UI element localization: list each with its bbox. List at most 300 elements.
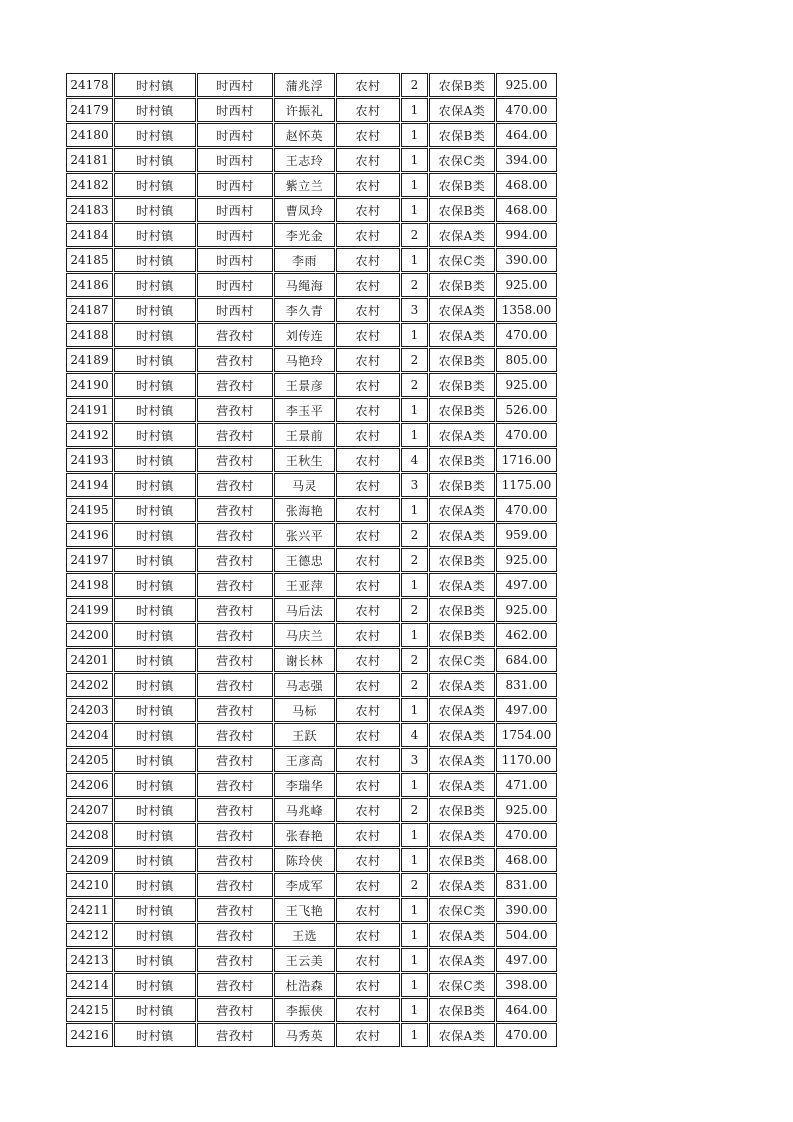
- cell-amount: 1716.00: [496, 448, 557, 472]
- table-row: [66, 473, 557, 497]
- cell-insurance-category: 农保A类: [429, 873, 495, 897]
- cell-amount: 684.00: [496, 648, 557, 672]
- cell-amount: 497.00: [496, 698, 557, 722]
- cell-person-count: 2: [401, 548, 428, 572]
- cell-person-name: 张春艳: [274, 823, 335, 847]
- cell-residence-type: 农村: [336, 98, 400, 122]
- cell-amount: 504.00: [496, 923, 557, 947]
- cell-village-name: 时西村: [197, 198, 273, 222]
- cell-person-count: 1: [401, 898, 428, 922]
- cell-person-count: 3: [401, 748, 428, 772]
- cell-person-count: 1: [401, 198, 428, 222]
- cell-amount: 471.00: [496, 773, 557, 797]
- cell-residence-type: 农村: [336, 523, 400, 547]
- cell-residence-type: 农村: [336, 423, 400, 447]
- cell-insurance-category: 农保A类: [429, 1023, 495, 1047]
- cell-amount: 470.00: [496, 323, 557, 347]
- cell-town-name: 时村镇: [114, 973, 196, 997]
- cell-town-name: 时村镇: [114, 898, 196, 922]
- cell-residence-type: 农村: [336, 73, 400, 97]
- table-row: [66, 398, 557, 422]
- cell-person-count: 1: [401, 623, 428, 647]
- cell-village-name: 时西村: [197, 298, 273, 322]
- cell-insurance-category: 农保B类: [429, 798, 495, 822]
- cell-village-name: 营孜村: [197, 573, 273, 597]
- table-row: [66, 148, 557, 172]
- cell-village-name: 营孜村: [197, 373, 273, 397]
- table-row: [66, 323, 557, 347]
- cell-person-name: 马后法: [274, 598, 335, 622]
- cell-town-name: 时村镇: [114, 148, 196, 172]
- cell-village-name: 营孜村: [197, 348, 273, 372]
- cell-village-name: 营孜村: [197, 748, 273, 772]
- cell-person-name: 马标: [274, 698, 335, 722]
- cell-serial-number: 24207: [66, 798, 113, 822]
- cell-person-count: 1: [401, 98, 428, 122]
- table-row: [66, 223, 557, 247]
- cell-insurance-category: 农保B类: [429, 448, 495, 472]
- cell-serial-number: 24196: [66, 523, 113, 547]
- cell-village-name: 时西村: [197, 73, 273, 97]
- cell-person-name: 王选: [274, 923, 335, 947]
- cell-amount: 994.00: [496, 223, 557, 247]
- cell-village-name: 时西村: [197, 98, 273, 122]
- cell-village-name: 营孜村: [197, 823, 273, 847]
- cell-serial-number: 24179: [66, 98, 113, 122]
- cell-village-name: 营孜村: [197, 398, 273, 422]
- cell-person-name: 马绳海: [274, 273, 335, 297]
- cell-person-count: 2: [401, 373, 428, 397]
- cell-village-name: 营孜村: [197, 548, 273, 572]
- cell-residence-type: 农村: [336, 723, 400, 747]
- cell-person-count: 2: [401, 273, 428, 297]
- cell-insurance-category: 农保A类: [429, 698, 495, 722]
- cell-amount: 468.00: [496, 198, 557, 222]
- cell-insurance-category: 农保A类: [429, 923, 495, 947]
- cell-town-name: 时村镇: [114, 923, 196, 947]
- cell-person-count: 2: [401, 73, 428, 97]
- cell-amount: 470.00: [496, 498, 557, 522]
- cell-serial-number: 24183: [66, 198, 113, 222]
- cell-village-name: 营孜村: [197, 623, 273, 647]
- insurance-records-table: [65, 72, 558, 1048]
- cell-amount: 464.00: [496, 123, 557, 147]
- cell-residence-type: 农村: [336, 1023, 400, 1047]
- cell-residence-type: 农村: [336, 448, 400, 472]
- cell-village-name: 营孜村: [197, 323, 273, 347]
- cell-village-name: 营孜村: [197, 598, 273, 622]
- cell-town-name: 时村镇: [114, 573, 196, 597]
- cell-serial-number: 24178: [66, 73, 113, 97]
- cell-village-name: 营孜村: [197, 998, 273, 1022]
- cell-insurance-category: 农保A类: [429, 673, 495, 697]
- cell-residence-type: 农村: [336, 473, 400, 497]
- cell-insurance-category: 农保B类: [429, 173, 495, 197]
- cell-serial-number: 24204: [66, 723, 113, 747]
- cell-person-count: 1: [401, 423, 428, 447]
- cell-serial-number: 24200: [66, 623, 113, 647]
- table-row: [66, 548, 557, 572]
- cell-town-name: 时村镇: [114, 823, 196, 847]
- cell-person-count: 2: [401, 673, 428, 697]
- cell-insurance-category: 农保B类: [429, 548, 495, 572]
- cell-residence-type: 农村: [336, 948, 400, 972]
- cell-person-name: 马志强: [274, 673, 335, 697]
- cell-serial-number: 24186: [66, 273, 113, 297]
- cell-town-name: 时村镇: [114, 123, 196, 147]
- table-body: [66, 73, 557, 1047]
- cell-insurance-category: 农保B类: [429, 848, 495, 872]
- table-row: [66, 648, 557, 672]
- cell-village-name: 营孜村: [197, 773, 273, 797]
- cell-amount: 464.00: [496, 998, 557, 1022]
- cell-town-name: 时村镇: [114, 173, 196, 197]
- table-row: [66, 948, 557, 972]
- cell-amount: 470.00: [496, 98, 557, 122]
- table-row: [66, 598, 557, 622]
- cell-insurance-category: 农保A类: [429, 823, 495, 847]
- cell-residence-type: 农村: [336, 323, 400, 347]
- cell-person-name: 王亚萍: [274, 573, 335, 597]
- cell-insurance-category: 农保C类: [429, 973, 495, 997]
- cell-insurance-category: 农保B类: [429, 348, 495, 372]
- cell-town-name: 时村镇: [114, 448, 196, 472]
- cell-serial-number: 24193: [66, 448, 113, 472]
- cell-person-name: 马秀英: [274, 1023, 335, 1047]
- cell-person-name: 蒲兆浮: [274, 73, 335, 97]
- cell-person-name: 李成军: [274, 873, 335, 897]
- cell-insurance-category: 农保A类: [429, 523, 495, 547]
- cell-insurance-category: 农保B类: [429, 73, 495, 97]
- cell-insurance-category: 农保B类: [429, 598, 495, 622]
- cell-person-name: 王德忠: [274, 548, 335, 572]
- table-row: [66, 748, 557, 772]
- cell-residence-type: 农村: [336, 898, 400, 922]
- table-row: [66, 573, 557, 597]
- table-row: [66, 898, 557, 922]
- cell-serial-number: 24197: [66, 548, 113, 572]
- cell-village-name: 营孜村: [197, 873, 273, 897]
- cell-town-name: 时村镇: [114, 223, 196, 247]
- cell-amount: 831.00: [496, 673, 557, 697]
- table-row: [66, 73, 557, 97]
- cell-residence-type: 农村: [336, 398, 400, 422]
- cell-amount: 1754.00: [496, 723, 557, 747]
- cell-town-name: 时村镇: [114, 723, 196, 747]
- cell-person-count: 2: [401, 873, 428, 897]
- cell-town-name: 时村镇: [114, 348, 196, 372]
- cell-person-name: 马庆兰: [274, 623, 335, 647]
- table-row: [66, 523, 557, 547]
- cell-serial-number: 24195: [66, 498, 113, 522]
- cell-town-name: 时村镇: [114, 598, 196, 622]
- cell-person-count: 1: [401, 773, 428, 797]
- cell-person-count: 2: [401, 348, 428, 372]
- cell-person-count: 2: [401, 523, 428, 547]
- cell-person-name: 张兴平: [274, 523, 335, 547]
- cell-person-name: 马艳玲: [274, 348, 335, 372]
- cell-person-count: 1: [401, 923, 428, 947]
- cell-residence-type: 农村: [336, 873, 400, 897]
- cell-serial-number: 24180: [66, 123, 113, 147]
- cell-village-name: 营孜村: [197, 973, 273, 997]
- cell-village-name: 营孜村: [197, 923, 273, 947]
- cell-residence-type: 农村: [336, 173, 400, 197]
- cell-serial-number: 24213: [66, 948, 113, 972]
- cell-serial-number: 24192: [66, 423, 113, 447]
- cell-village-name: 营孜村: [197, 798, 273, 822]
- cell-person-count: 4: [401, 723, 428, 747]
- cell-amount: 959.00: [496, 523, 557, 547]
- cell-amount: 831.00: [496, 873, 557, 897]
- cell-person-name: 李久青: [274, 298, 335, 322]
- cell-residence-type: 农村: [336, 598, 400, 622]
- cell-amount: 1358.00: [496, 298, 557, 322]
- cell-insurance-category: 农保B类: [429, 123, 495, 147]
- cell-person-name: 王景前: [274, 423, 335, 447]
- cell-serial-number: 24216: [66, 1023, 113, 1047]
- cell-amount: 1175.00: [496, 473, 557, 497]
- cell-residence-type: 农村: [336, 998, 400, 1022]
- cell-residence-type: 农村: [336, 973, 400, 997]
- cell-village-name: 时西村: [197, 173, 273, 197]
- cell-person-name: 许振礼: [274, 98, 335, 122]
- cell-town-name: 时村镇: [114, 798, 196, 822]
- cell-residence-type: 农村: [336, 673, 400, 697]
- cell-serial-number: 24202: [66, 673, 113, 697]
- cell-town-name: 时村镇: [114, 248, 196, 272]
- cell-insurance-category: 农保B类: [429, 373, 495, 397]
- cell-insurance-category: 农保B类: [429, 623, 495, 647]
- cell-person-count: 1: [401, 973, 428, 997]
- cell-amount: 470.00: [496, 1023, 557, 1047]
- cell-amount: 470.00: [496, 423, 557, 447]
- cell-amount: 925.00: [496, 798, 557, 822]
- table-row: [66, 248, 557, 272]
- cell-village-name: 营孜村: [197, 1023, 273, 1047]
- cell-serial-number: 24206: [66, 773, 113, 797]
- cell-town-name: 时村镇: [114, 1023, 196, 1047]
- cell-town-name: 时村镇: [114, 523, 196, 547]
- cell-insurance-category: 农保A类: [429, 723, 495, 747]
- cell-residence-type: 农村: [336, 823, 400, 847]
- cell-person-count: 1: [401, 323, 428, 347]
- cell-village-name: 营孜村: [197, 948, 273, 972]
- cell-amount: 394.00: [496, 148, 557, 172]
- table-row: [66, 698, 557, 722]
- cell-residence-type: 农村: [336, 573, 400, 597]
- cell-person-name: 张海艳: [274, 498, 335, 522]
- table-row: [66, 623, 557, 647]
- cell-amount: 462.00: [496, 623, 557, 647]
- cell-town-name: 时村镇: [114, 873, 196, 897]
- cell-person-count: 1: [401, 123, 428, 147]
- cell-village-name: 营孜村: [197, 448, 273, 472]
- cell-town-name: 时村镇: [114, 948, 196, 972]
- cell-town-name: 时村镇: [114, 998, 196, 1022]
- cell-village-name: 时西村: [197, 148, 273, 172]
- cell-person-count: 1: [401, 173, 428, 197]
- table-row: [66, 1023, 557, 1047]
- cell-insurance-category: 农保A类: [429, 323, 495, 347]
- cell-residence-type: 农村: [336, 623, 400, 647]
- table-row: [66, 198, 557, 222]
- cell-person-name: 曹凤玲: [274, 198, 335, 222]
- cell-insurance-category: 农保A类: [429, 748, 495, 772]
- cell-insurance-category: 农保B类: [429, 198, 495, 222]
- cell-insurance-category: 农保A类: [429, 423, 495, 447]
- cell-insurance-category: 农保B类: [429, 998, 495, 1022]
- cell-residence-type: 农村: [336, 223, 400, 247]
- cell-town-name: 时村镇: [114, 373, 196, 397]
- cell-village-name: 营孜村: [197, 673, 273, 697]
- cell-person-count: 1: [401, 148, 428, 172]
- cell-residence-type: 农村: [336, 848, 400, 872]
- cell-amount: 526.00: [496, 398, 557, 422]
- cell-town-name: 时村镇: [114, 473, 196, 497]
- cell-insurance-category: 农保A类: [429, 498, 495, 522]
- cell-person-name: 刘传连: [274, 323, 335, 347]
- cell-town-name: 时村镇: [114, 198, 196, 222]
- table-row: [66, 173, 557, 197]
- cell-person-name: 马灵: [274, 473, 335, 497]
- cell-residence-type: 农村: [336, 148, 400, 172]
- cell-village-name: 营孜村: [197, 698, 273, 722]
- cell-person-name: 王彦高: [274, 748, 335, 772]
- cell-village-name: 营孜村: [197, 523, 273, 547]
- cell-residence-type: 农村: [336, 373, 400, 397]
- cell-person-count: 1: [401, 823, 428, 847]
- table-row: [66, 448, 557, 472]
- table-row: [66, 923, 557, 947]
- cell-amount: 468.00: [496, 848, 557, 872]
- cell-town-name: 时村镇: [114, 748, 196, 772]
- cell-residence-type: 农村: [336, 298, 400, 322]
- cell-serial-number: 24211: [66, 898, 113, 922]
- table-row: [66, 273, 557, 297]
- cell-village-name: 营孜村: [197, 648, 273, 672]
- cell-person-name: 王飞艳: [274, 898, 335, 922]
- cell-serial-number: 24214: [66, 973, 113, 997]
- cell-amount: 390.00: [496, 248, 557, 272]
- cell-person-name: 王景彦: [274, 373, 335, 397]
- cell-insurance-category: 农保C类: [429, 648, 495, 672]
- cell-residence-type: 农村: [336, 273, 400, 297]
- cell-town-name: 时村镇: [114, 323, 196, 347]
- cell-serial-number: 24182: [66, 173, 113, 197]
- cell-serial-number: 24188: [66, 323, 113, 347]
- cell-person-count: 3: [401, 473, 428, 497]
- cell-amount: 805.00: [496, 348, 557, 372]
- cell-insurance-category: 农保A类: [429, 98, 495, 122]
- cell-residence-type: 农村: [336, 498, 400, 522]
- cell-town-name: 时村镇: [114, 698, 196, 722]
- cell-residence-type: 农村: [336, 773, 400, 797]
- cell-person-name: 陈玲侠: [274, 848, 335, 872]
- cell-person-name: 王云美: [274, 948, 335, 972]
- cell-person-name: 赵怀英: [274, 123, 335, 147]
- cell-town-name: 时村镇: [114, 423, 196, 447]
- cell-amount: 925.00: [496, 598, 557, 622]
- cell-amount: 398.00: [496, 973, 557, 997]
- cell-village-name: 营孜村: [197, 723, 273, 747]
- table-row: [66, 998, 557, 1022]
- cell-serial-number: 24191: [66, 398, 113, 422]
- cell-town-name: 时村镇: [114, 548, 196, 572]
- cell-insurance-category: 农保A类: [429, 298, 495, 322]
- cell-person-name: 紫立兰: [274, 173, 335, 197]
- cell-amount: 497.00: [496, 948, 557, 972]
- cell-person-name: 王秋生: [274, 448, 335, 472]
- cell-insurance-category: 农保A类: [429, 223, 495, 247]
- cell-town-name: 时村镇: [114, 73, 196, 97]
- table-row: [66, 973, 557, 997]
- cell-person-name: 李光金: [274, 223, 335, 247]
- cell-serial-number: 24209: [66, 848, 113, 872]
- cell-person-name: 王志玲: [274, 148, 335, 172]
- cell-town-name: 时村镇: [114, 98, 196, 122]
- cell-insurance-category: 农保B类: [429, 473, 495, 497]
- cell-town-name: 时村镇: [114, 848, 196, 872]
- cell-person-count: 1: [401, 698, 428, 722]
- cell-serial-number: 24198: [66, 573, 113, 597]
- cell-insurance-category: 农保C类: [429, 898, 495, 922]
- cell-person-name: 马兆峰: [274, 798, 335, 822]
- cell-amount: 925.00: [496, 373, 557, 397]
- table-row: [66, 773, 557, 797]
- cell-amount: 468.00: [496, 173, 557, 197]
- cell-insurance-category: 农保B类: [429, 273, 495, 297]
- cell-person-count: 1: [401, 248, 428, 272]
- cell-serial-number: 24194: [66, 473, 113, 497]
- cell-insurance-category: 农保C类: [429, 148, 495, 172]
- cell-residence-type: 农村: [336, 548, 400, 572]
- cell-village-name: 营孜村: [197, 498, 273, 522]
- cell-person-count: 4: [401, 448, 428, 472]
- cell-person-count: 2: [401, 223, 428, 247]
- cell-person-count: 2: [401, 598, 428, 622]
- table-row: [66, 98, 557, 122]
- cell-village-name: 时西村: [197, 273, 273, 297]
- cell-person-name: 李玉平: [274, 398, 335, 422]
- cell-village-name: 营孜村: [197, 898, 273, 922]
- cell-serial-number: 24199: [66, 598, 113, 622]
- cell-amount: 925.00: [496, 73, 557, 97]
- table-row: [66, 373, 557, 397]
- cell-serial-number: 24215: [66, 998, 113, 1022]
- cell-residence-type: 农村: [336, 248, 400, 272]
- cell-person-count: 1: [401, 848, 428, 872]
- cell-serial-number: 24181: [66, 148, 113, 172]
- cell-residence-type: 农村: [336, 648, 400, 672]
- cell-residence-type: 农村: [336, 198, 400, 222]
- cell-person-count: 2: [401, 798, 428, 822]
- cell-person-count: 1: [401, 948, 428, 972]
- cell-serial-number: 24190: [66, 373, 113, 397]
- table-row: [66, 498, 557, 522]
- cell-person-name: 李雨: [274, 248, 335, 272]
- cell-serial-number: 24189: [66, 348, 113, 372]
- cell-village-name: 营孜村: [197, 423, 273, 447]
- cell-town-name: 时村镇: [114, 273, 196, 297]
- cell-insurance-category: 农保B类: [429, 398, 495, 422]
- cell-town-name: 时村镇: [114, 773, 196, 797]
- cell-person-count: 1: [401, 573, 428, 597]
- cell-serial-number: 24208: [66, 823, 113, 847]
- cell-town-name: 时村镇: [114, 623, 196, 647]
- table-row: [66, 798, 557, 822]
- cell-person-count: 3: [401, 298, 428, 322]
